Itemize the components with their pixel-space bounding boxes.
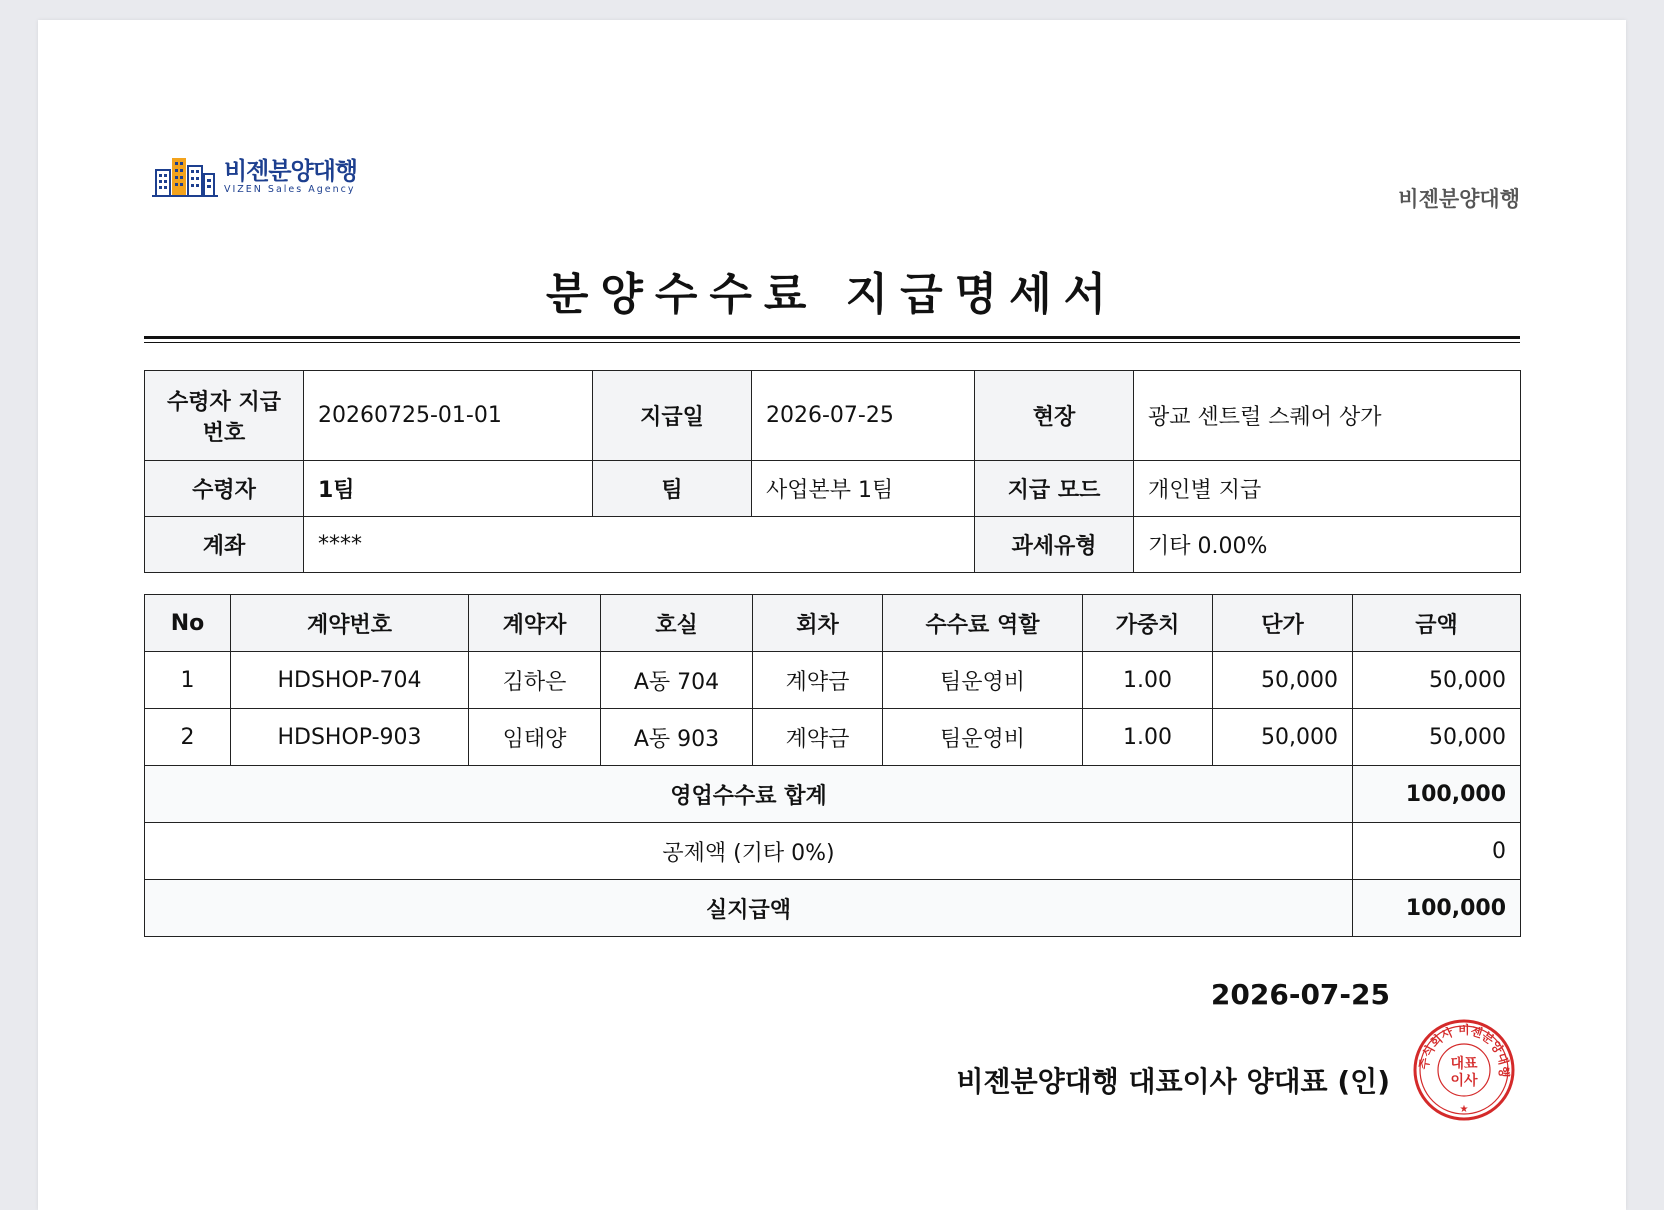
- title-divider: [144, 336, 1520, 339]
- fee-role: 팀운영비: [883, 709, 1083, 766]
- company-seal-stamp: [1412, 1018, 1516, 1122]
- pay-mode-value: 개인별 지급: [1134, 461, 1521, 517]
- building-logo-icon: [152, 152, 218, 198]
- tax-type-value: 기타 0.00%: [1134, 517, 1521, 573]
- column-header: No: [145, 595, 231, 652]
- recipient-label: 수령자: [145, 461, 304, 517]
- seal-star-icon: ★: [1459, 1104, 1469, 1115]
- pay-date-value: 2026-07-25: [752, 371, 975, 461]
- company-logo: [152, 152, 357, 198]
- recipient-value: 1팀: [304, 461, 593, 517]
- weight: 1.00: [1083, 652, 1213, 709]
- table-header-row: [145, 595, 1521, 652]
- column-header: 계약번호: [231, 595, 469, 652]
- signature-line: 비젠분양대행 대표이사 양대표 (인): [956, 1065, 1390, 1098]
- column-header: 호실: [601, 595, 753, 652]
- weight: 1.00: [1083, 709, 1213, 766]
- table-row: [145, 709, 1521, 766]
- tax-type-label: 과세유형: [975, 517, 1134, 573]
- column-header: 단가: [1213, 595, 1353, 652]
- unit: A동 903: [601, 709, 753, 766]
- amount: 50,000: [1353, 709, 1521, 766]
- unit-price: 50,000: [1213, 652, 1353, 709]
- issue-date: 2026-07-25: [1210, 978, 1390, 1011]
- contract-no: HDSHOP-903: [231, 709, 469, 766]
- column-header: 회차: [753, 595, 883, 652]
- contractor: 김하은: [469, 652, 601, 709]
- column-header: 수수료 역할: [883, 595, 1083, 652]
- column-header: 가중치: [1083, 595, 1213, 652]
- unit-price: 50,000: [1213, 709, 1353, 766]
- subtotal-row: [145, 766, 1521, 823]
- column-header: 금액: [1353, 595, 1521, 652]
- unit: A동 704: [601, 652, 753, 709]
- amount: 50,000: [1353, 652, 1521, 709]
- account-value: ****: [304, 517, 975, 573]
- team-label: 팀: [593, 461, 752, 517]
- column-header: 계약자: [469, 595, 601, 652]
- fee-role: 팀운영비: [883, 652, 1083, 709]
- document-title: 분양수수료 지급명세서: [545, 269, 1119, 320]
- seal-center-text-1: 대표: [1450, 1056, 1478, 1072]
- contractor: 임태양: [469, 709, 601, 766]
- deduction-value: 0: [1353, 823, 1521, 880]
- round: 계약금: [753, 652, 883, 709]
- subtotal-value: 100,000: [1353, 766, 1521, 823]
- logo-subtitle: VIZEN Sales Agency: [224, 184, 356, 195]
- subtotal-label: 영업수수료 합계: [145, 766, 1353, 823]
- row-no: 1: [145, 652, 231, 709]
- logo-name: 비젠분양대행: [224, 157, 358, 185]
- account-label: 계좌: [145, 517, 304, 573]
- recipient-no-label: 수령자 지급번호: [145, 371, 304, 461]
- table-row: [145, 652, 1521, 709]
- row-no: 2: [145, 709, 231, 766]
- team-value: 사업본부 1팀: [752, 461, 975, 517]
- deduction-label: 공제액 (기타 0%): [145, 823, 1353, 880]
- pay-mode-label: 지급 모드: [975, 461, 1134, 517]
- net-pay-label: 실지급액: [145, 880, 1353, 937]
- pay-date-label: 지급일: [593, 371, 752, 461]
- net-pay-value: 100,000: [1353, 880, 1521, 937]
- contract-no: HDSHOP-704: [231, 652, 469, 709]
- document-page: [38, 20, 1626, 1210]
- site-value: 광교 센트럴 스퀘어 상가: [1134, 371, 1521, 461]
- site-label: 현장: [975, 371, 1134, 461]
- round: 계약금: [753, 709, 883, 766]
- info-table: [144, 370, 1521, 573]
- recipient-no-value: 20260725-01-01: [304, 371, 593, 461]
- commission-items-table: [144, 594, 1521, 937]
- net-pay-row: [145, 880, 1521, 937]
- deduction-row: [145, 823, 1521, 880]
- seal-center-text-2: 이사: [1450, 1073, 1478, 1089]
- company-name-right: 비젠분양대행: [1398, 187, 1520, 211]
- title-divider-thin: [144, 342, 1520, 343]
- seal-ring-text: 주식회사 비젠분양대행: [1416, 1022, 1512, 1078]
